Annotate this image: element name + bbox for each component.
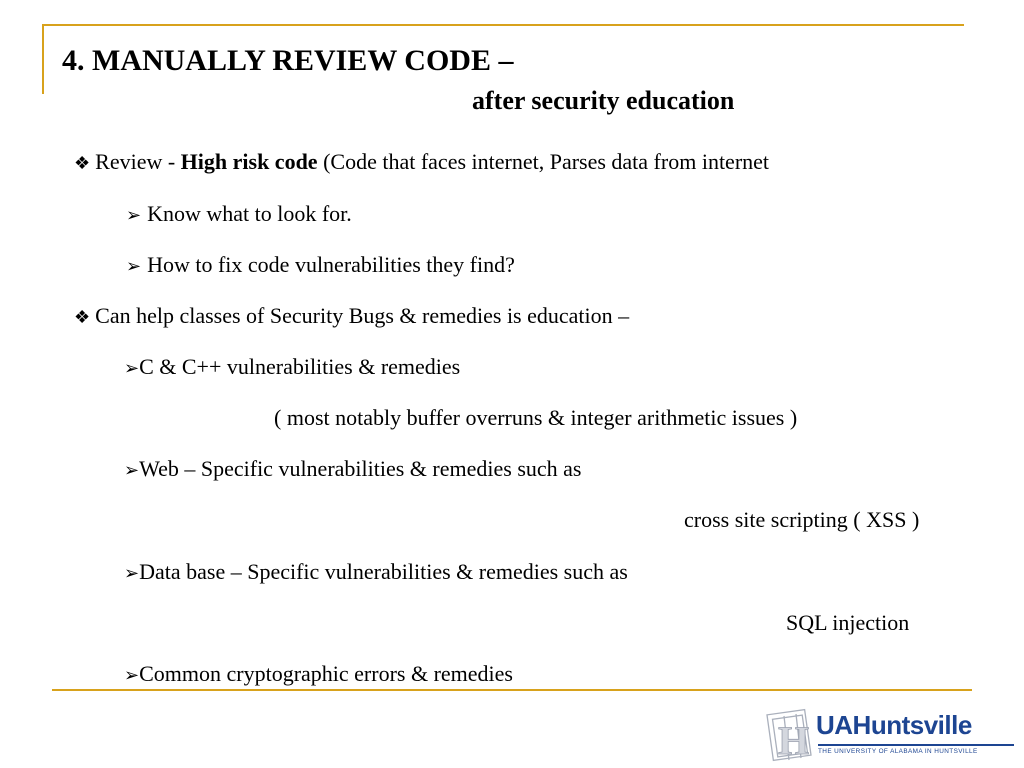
sub-bullet-db-text: Data base – Specific vulnerabilities & remedies such as [139, 559, 628, 584]
web-detail: cross site scripting ( XSS ) [684, 507, 920, 532]
sub-bullet-cpp-text: C & C++ vulnerabilities & remedies [139, 354, 461, 379]
sub-bullet-fix-text: How to fix code vulnerabilities they find? [147, 252, 515, 277]
logo-divider [818, 744, 1014, 746]
db-detail: SQL injection [786, 610, 910, 635]
arrow-bullet-icon: ➢ [126, 205, 142, 225]
svg-text:H: H [778, 718, 810, 763]
top-accent-rule [42, 24, 964, 26]
bullet-review-bold: High risk code [180, 149, 318, 174]
arrow-bullet-icon: ➢ [124, 358, 140, 378]
bullet-review [74, 149, 769, 176]
left-accent-rule [42, 24, 44, 94]
diamond-bullet-icon: ❖ [74, 307, 91, 327]
logo-tagline: THE UNIVERSITY OF ALABAMA IN HUNTSVILLE [818, 748, 978, 755]
bottom-accent-rule [52, 689, 972, 691]
bullet-education [74, 303, 629, 330]
arrow-bullet-icon: ➢ [126, 256, 142, 276]
bullet-review-suffix: (Code that faces internet, Parses data from internet [317, 149, 770, 174]
diamond-bullet-icon: ❖ [74, 153, 91, 173]
sub-bullet-fix [126, 252, 515, 279]
uah-logo [766, 708, 1016, 768]
sub-bullet-know-text: Know what to look for. [147, 201, 352, 226]
bullet-education-text: Can help classes of Security Bugs & remedies is education – [95, 303, 630, 328]
arrow-bullet-icon: ➢ [124, 460, 140, 480]
sub-bullet-crypto [124, 661, 513, 688]
logo-wordmark: UAHuntsville [816, 710, 972, 740]
slide-subtitle: after security education [472, 86, 735, 115]
arrow-bullet-icon: ➢ [124, 563, 140, 583]
bullet-review-prefix: Review - [95, 149, 181, 174]
cpp-detail: ( most notably buffer overruns & integer arithmetic issues ) [274, 405, 798, 430]
sub-bullet-know [126, 201, 352, 228]
sub-bullet-crypto-text: Common cryptographic errors & remedies [139, 661, 513, 686]
slide-title: 4. MANUALLY REVIEW CODE – [62, 44, 514, 77]
sub-bullet-db [124, 559, 628, 586]
arrow-bullet-icon: ➢ [124, 665, 140, 685]
sub-bullet-web-text: Web – Specific vulnerabilities & remedies such as [139, 456, 582, 481]
sub-bullet-web [124, 456, 581, 483]
sub-bullet-cpp [124, 354, 460, 381]
